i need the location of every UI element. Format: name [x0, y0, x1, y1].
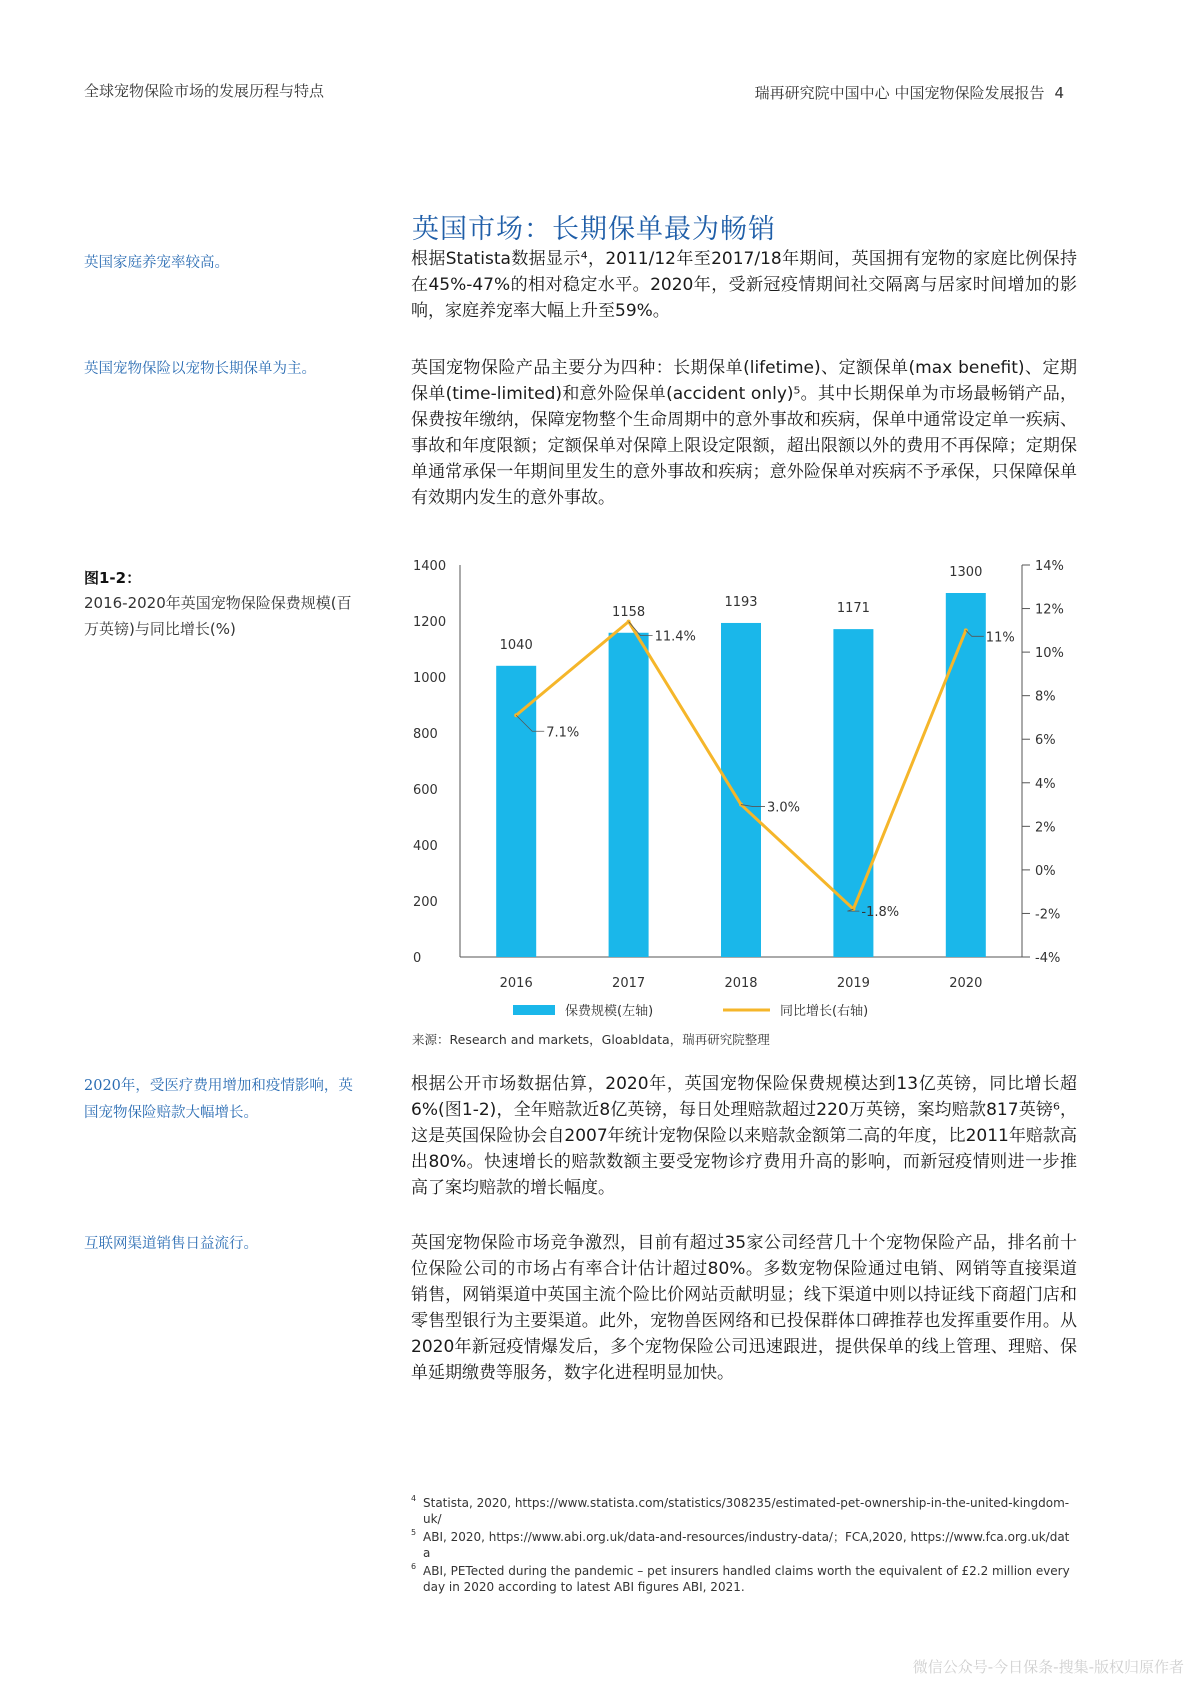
- figure-label: 图1-2：: [84, 569, 142, 587]
- x-tick-label: 2018: [724, 976, 758, 991]
- legend-swatch-premium: [513, 1005, 555, 1015]
- left-tick-label: 200: [413, 895, 438, 910]
- bar-value-label: 1158: [612, 604, 646, 620]
- left-tick-label: 400: [413, 839, 438, 854]
- growth-value-label: 7.1%: [546, 725, 580, 741]
- left-tick-label: 800: [413, 727, 438, 742]
- bar-value-label: 1171: [836, 601, 870, 617]
- side-note-ownership: 英国家庭养宠率较高。: [84, 255, 229, 271]
- left-tick-label: 0: [413, 951, 422, 966]
- legend-label-growth: 同比增长(右轴): [780, 1004, 869, 1019]
- report-name: 瑞再研究院中国中心 中国宠物保险发展报告: [754, 84, 1045, 102]
- growth-point: [851, 907, 855, 911]
- bar-2016: [496, 666, 536, 957]
- x-tick-label: 2016: [499, 976, 533, 991]
- footnote-number: 4: [411, 1494, 417, 1503]
- running-header-left: 全球宠物保险市场的发展历程与特点: [84, 82, 325, 100]
- growth-value-label: 11%: [985, 630, 1015, 646]
- footnote-4: [411, 1495, 1076, 1527]
- legend-label-premium: 保费规模(左轴): [565, 1004, 654, 1019]
- page-number: 4: [1054, 84, 1064, 102]
- footnote-text: ABI, 2020, https://www.abi.org.uk/data-and-resources/industry-data/；FCA,2020, https://www.fca.org.uk/data: [423, 1530, 1070, 1560]
- bar-value-label: 1300: [949, 565, 983, 580]
- growth-value-label: -1.8%: [861, 905, 900, 921]
- bar-2017: [609, 633, 649, 957]
- right-tick-label: -4%: [1035, 951, 1061, 966]
- footnote-text: ABI, PETected during the pandemic – pet insurers handled claims worth the equivalent of £2.2 million every day in 2020 according to latest ABI figures ABI, 2021.: [423, 1564, 1070, 1594]
- growth-value-label: 3.0%: [767, 800, 801, 816]
- right-tick-label: 10%: [1035, 646, 1064, 662]
- right-tick-label: 14%: [1035, 559, 1064, 574]
- x-tick-label: 2020: [949, 976, 983, 991]
- right-tick-label: 8%: [1035, 689, 1056, 705]
- right-tick-label: 12%: [1035, 602, 1064, 618]
- figure-description: 2016-2020年英国宠物保险保费规模(百万英镑)与同比增长(%): [84, 594, 352, 638]
- footnote-5: [411, 1529, 1076, 1561]
- footnote-number: 5: [411, 1528, 417, 1537]
- x-tick-label: 2019: [836, 976, 870, 991]
- side-note-claims: 2020年，受医疗费用增加和疫情影响，英国宠物保险赔款大幅增长。: [84, 1078, 353, 1121]
- right-tick-label: 2%: [1035, 820, 1056, 836]
- figure-source: 来源：Research and markets，Gloabldata，瑞再研究院整理: [412, 1032, 770, 1047]
- bar-value-label: 1193: [724, 594, 758, 610]
- left-tick-label: 1000: [413, 671, 447, 686]
- paragraph-claims: 根据公开市场数据估算，2020年，英国宠物保险保费规模达到13亿英镑，同比增长超6%(图1-2)，全年赔款近8亿英镑，每日处理赔款超过220万英镑，案均赔款817英镑⁶，这是英国保险协会自2007年统计宠物保险以来赔款金额第二高的年度，比2011年赔款高出80%。快速增长的赔款数额主要受宠物诊疗费用升高的影响，而新冠疫情则进一步推高了案均赔款的增长幅度。: [411, 1074, 1077, 1198]
- section-title: 英国市场：长期保单最为畅销: [412, 214, 776, 245]
- bar-value-label: 1040: [499, 637, 533, 653]
- footnote-number: 6: [411, 1562, 417, 1571]
- right-tick-label: -2%: [1035, 907, 1061, 923]
- left-tick-label: 1400: [413, 559, 447, 574]
- right-tick-label: 4%: [1035, 776, 1056, 792]
- paragraph-ownership: 根据Statista数据显示⁴，2011/12年至2017/18年期间，英国拥有宠物的家庭比例保持在45%-47%的相对稳定水平。2020年，受新冠疫情期间社交隔离与居家时间增加的影响，家庭养宠率大幅上升至59%。: [411, 249, 1077, 321]
- right-tick-label: 6%: [1035, 733, 1056, 749]
- premium-growth-chart: [405, 548, 1085, 1028]
- footnote-6: [411, 1563, 1076, 1595]
- side-note-products: 英国宠物保险以宠物长期保单为主。: [84, 361, 316, 377]
- footnote-text: Statista, 2020, https://www.statista.com/statistics/308235/estimated-pet-ownership-in-the-united-kingdom-uk/: [423, 1496, 1070, 1526]
- growth-value-label: 11.4%: [654, 629, 696, 645]
- running-header-right: [755, 82, 1064, 103]
- x-tick-label: 2017: [612, 976, 646, 991]
- left-tick-label: 1200: [413, 615, 447, 630]
- left-tick-label: 600: [413, 783, 438, 798]
- bar-2020: [946, 593, 986, 957]
- side-note-channels: 互联网渠道销售日益流行。: [84, 1236, 258, 1252]
- paragraph-channels: 英国宠物保险市场竞争激烈，目前有超过35家公司经营几十个宠物保险产品，排名前十位保险公司的市场占有率合计估计超过80%。多数宠物保险通过电销、网销等直接渠道销售，网销渠道中英国主流个险比价网站贡献明显；线下渠道中则以持证线下商超门店和零售型银行为主要渠道。此外，宠物兽医网络和已投保群体口碑推荐也发挥重要作用。从2020年新冠疫情爆发后，多个宠物保险公司迅速跟进，提供保单的线上管理、理赔、保单延期缴费等服务，数字化进程明显加快。: [411, 1233, 1077, 1383]
- right-tick-label: 0%: [1035, 863, 1056, 879]
- footnotes: [411, 1495, 1076, 1597]
- paragraph-products: 英国宠物保险产品主要分为四种：长期保单(lifetime)、定额保单(max benefit)、定期保单(time-limited)和意外险保单(accident only)⁵。其中长期保单为市场最畅销产品，保费按年缴纳，保障宠物整个生命周期中的意外事故和疾病，保单中通常设定单一疾病、事故和年度限额；定额保单对保障上限设定限额，超出限额以外的费用不再保障；定期保单通常承保一年期间里发生的意外事故和疾病；意外险保单对疾病不予承保，只保障保单有效期内发生的意外事故。: [411, 358, 1077, 508]
- watermark: 微信公众号-今日保条-搜集-版权归原作者: [912, 1658, 1184, 1676]
- bar-2018: [721, 623, 761, 957]
